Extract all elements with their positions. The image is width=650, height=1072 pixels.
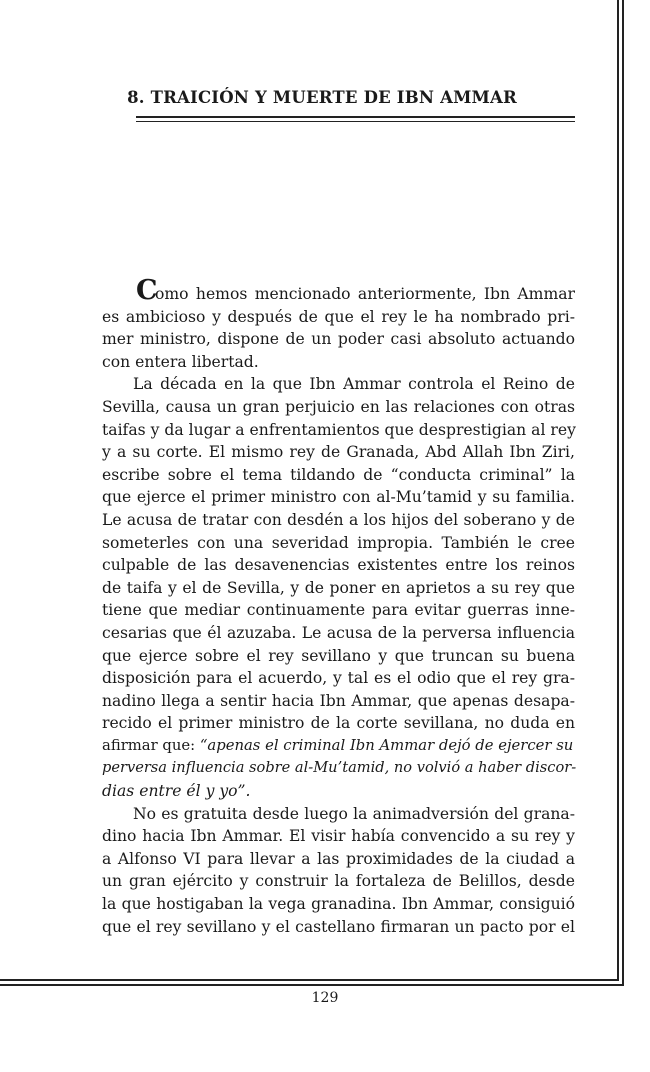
text-line: dino hacia Ibn Ammar. El visir había convencido a su rey y bbox=[102, 827, 575, 846]
page-frame-bottom-outer bbox=[0, 984, 624, 986]
page-number: 129 bbox=[311, 990, 339, 1006]
body-text bbox=[102, 283, 575, 938]
text-line: que ejerce sobre el rey sevillano y que truncan su buena bbox=[102, 646, 575, 665]
text-line: y a su corte. El mismo rey de Granada, Abd Allah Ibn Ziri, bbox=[102, 443, 575, 462]
text-line: omo hemos mencionado anteriormente, Ibn Ammar bbox=[155, 285, 575, 303]
drop-cap: C bbox=[136, 275, 158, 306]
page-frame-right-outer bbox=[622, 0, 624, 986]
text-line: Sevilla, causa un gran perjuicio en las relaciones con otras bbox=[102, 397, 575, 416]
text-line: cesarias que él azuzaba. Le acusa de la perversa influencia bbox=[102, 623, 575, 642]
text-line: de taifa y el de Sevilla, y de poner en aprietos a su rey que bbox=[102, 578, 575, 597]
text-line: que el rey sevillano y el castellano firmaran un pacto por el bbox=[102, 917, 575, 936]
text-line: mer ministro, dispone de un poder casi absoluto actuando bbox=[102, 330, 575, 349]
text-line: culpable de las desavenencias existentes entre los reinos bbox=[102, 556, 575, 575]
quote-start: “apenas el criminal Ibn Ammar dejó de ejercer su bbox=[199, 736, 574, 754]
chapter-title: 8. TRAICIÓN Y MUERTE DE IBN AMMAR bbox=[127, 88, 517, 107]
title-underline bbox=[136, 116, 575, 118]
text-line: escribe sobre el tema tildando de “conducta criminal” la bbox=[102, 465, 575, 484]
text-line: No es gratuita desde luego la animadversión del grana- bbox=[133, 804, 575, 823]
quote-line: dias entre él y yo”. bbox=[102, 782, 251, 801]
text-line: taifas y da lugar a enfrentamientos que desprestigian al rey bbox=[102, 420, 576, 439]
text-line: la que hostigaban la vega granadina. Ibn Ammar, consiguió bbox=[102, 895, 575, 914]
text-line: a Alfonso VI para llevar a las proximidades de la ciudad a bbox=[102, 849, 575, 868]
text-line: tiene que mediar continuamente para evitar guerras inne- bbox=[102, 601, 575, 620]
title-underline-thin bbox=[136, 121, 575, 122]
text-line: con entera libertad. bbox=[102, 352, 259, 371]
text-line: un gran ejército y construir la fortaleza de Belillos, desde bbox=[102, 872, 575, 891]
text-line: disposición para el acuerdo, y tal es el odio que el rey gra- bbox=[102, 669, 575, 688]
page-frame-bottom bbox=[0, 979, 619, 981]
text-line: Le acusa de tratar con desdén a los hijos del soberano y de bbox=[102, 510, 575, 529]
quote-line: perversa influencia sobre al-Mu’tamid, no volvió a haber discor- bbox=[102, 759, 577, 777]
text-line: recido el primer ministro de la corte sevillana, no duda en bbox=[102, 714, 575, 733]
text-line: someterles con una severidad impropia. También le cree bbox=[102, 533, 575, 552]
page-frame-right bbox=[617, 0, 619, 981]
text-line: La década en la que Ibn Ammar controla el Reino de bbox=[133, 375, 575, 394]
text-line-lead: afirmar que: bbox=[102, 736, 200, 754]
text-line-with-quote bbox=[102, 735, 575, 758]
text-line: que ejerce el primer ministro con al-Mu’tamid y su familia. bbox=[102, 488, 575, 507]
text-line: es ambicioso y después de que el rey le ha nombrado pri- bbox=[102, 307, 575, 326]
text-line: nadino llega a sentir hacia Ibn Ammar, que apenas desapa- bbox=[102, 691, 575, 710]
